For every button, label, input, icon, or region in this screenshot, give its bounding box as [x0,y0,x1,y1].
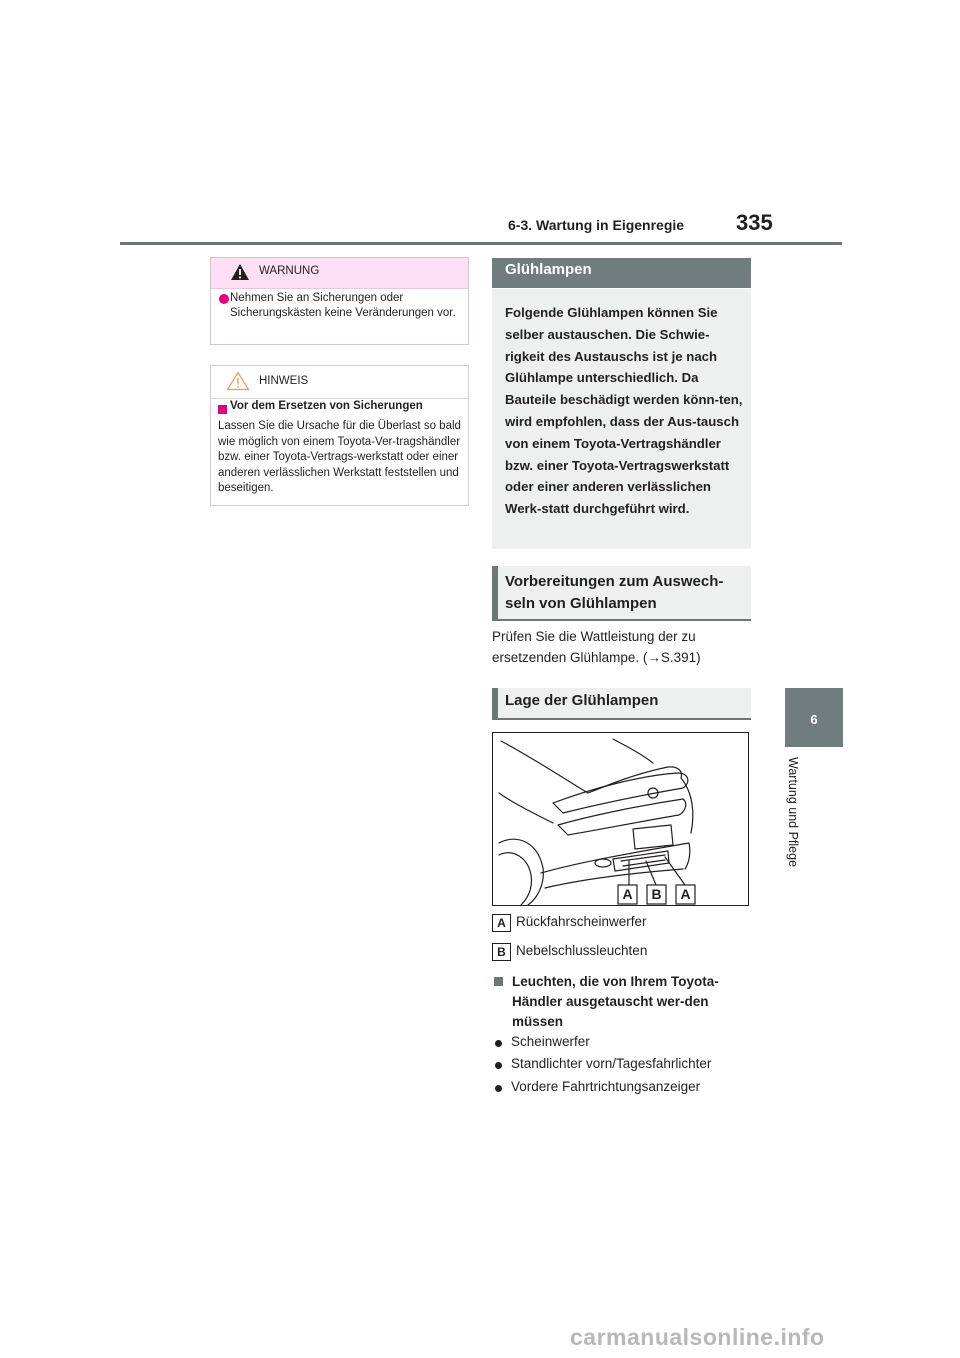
prep-section-title: Vorbereitungen zum Auswech-seln von Glühlampen [505,573,724,612]
notice-title: HINWEIS [259,375,309,387]
warning-title: WARNUNG [259,265,320,277]
section-title: 6-3. Wartung in Eigenregie [508,217,685,233]
warning-triangle-icon [230,263,250,286]
notice-box [210,365,469,506]
chapter-label: Wartung und Pflege [786,757,800,868]
figure-label-a-right: A [680,886,691,902]
watermark: carmanualsonline.info [570,1324,825,1350]
legend-text-a: Rückfahrscheinwerfer [516,914,647,929]
list-item: Vordere Fahrtrichtungsanzeiger [511,1079,701,1094]
chapter-number: 6 [810,712,818,727]
bullet-dot-icon [495,1085,502,1092]
location-section-title: Lage der Glühlampen [505,692,659,709]
notice-subheading: Vor dem Ersetzen von Sicherungen [230,400,423,412]
dealer-heading: Leuchten, die von Ihrem Toyota-Händler ausgetauscht wer-den müssen [512,974,719,1029]
bullet-dot-icon [495,1062,502,1069]
notice-square-icon [218,405,227,414]
bulbs-intro-text: Folgende Glühlampen können Sie selber austauschen. Die Schwie-rigkeit des Austauschs ist je nach Glühlampe unterschiedlich. Da Bauteile beschädigt werden könn-ten, wird empfohlen, dass der Aus-tausch von einem Toyota-Vertragshändler bzw. einer Toyota-Vertragswerkstatt oder einer anderen verlässlichen Werk-statt durchgeführt wird. [505,305,743,517]
prep-text: Prüfen Sie die Wattleistung der zu ersetzenden Glühlampe. (→S.391) [492,629,701,665]
header-divider [120,242,842,245]
dealer-square-icon [494,977,503,986]
warning-text: Nehmen Sie an Sicherungen oder Sicherungskästen keine Veränderungen vor. [230,292,456,319]
list-item: Standlichter vorn/Tagesfahrlichter [511,1056,712,1071]
warning-bullet-icon [219,294,229,304]
legend-key-b: B [492,943,511,961]
bulbs-section-title: Glühlampen [505,261,592,278]
car-rear-illustration [492,732,749,906]
caution-triangle-outline-icon [226,371,250,396]
legend-key-a: A [492,914,511,932]
bullet-dot-icon [495,1040,502,1047]
page-number: 335 [736,210,773,235]
figure-label-b: B [651,886,662,902]
warning-box [210,257,469,345]
notice-text: Lassen Sie die Ursache für die Überlast so bald wie möglich von einem Toyota-Ver-tragshändler bzw. einer Toyota-Vertrags-werkstatt oder einer anderen verlässlichen Werkstatt feststellen und beseitigen. [218,420,461,494]
legend-text-b: Nebelschlussleuchten [516,943,648,958]
list-item: Scheinwerfer [511,1034,590,1049]
figure-label-a-left: A [622,886,633,902]
